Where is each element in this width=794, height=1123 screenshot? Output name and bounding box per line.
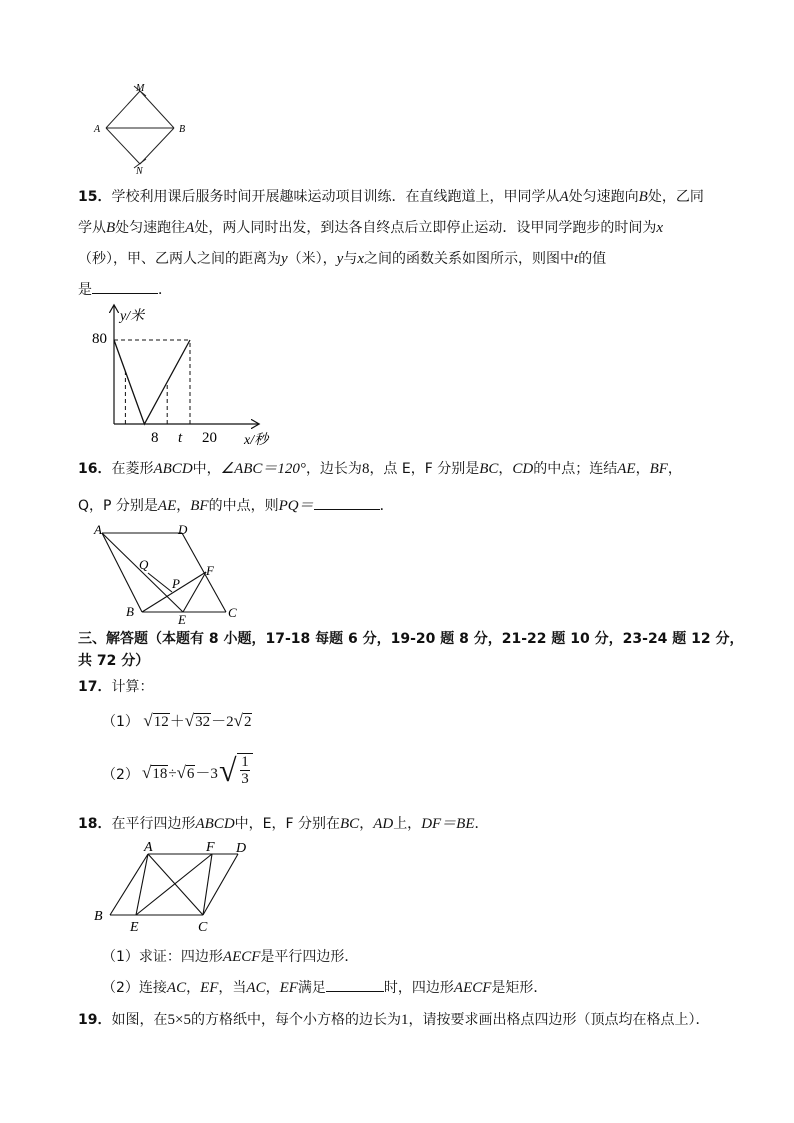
x-tick-8: 8 bbox=[151, 430, 159, 446]
section-heading bbox=[78, 628, 744, 670]
answer-blank[interactable] bbox=[92, 279, 158, 294]
q15-var: A bbox=[185, 220, 195, 236]
label-a: A bbox=[94, 124, 101, 135]
radicand: 32 bbox=[195, 714, 211, 730]
label-a: A bbox=[94, 522, 102, 537]
q15-line-3 bbox=[78, 248, 606, 268]
label-e: E bbox=[130, 920, 139, 935]
label-m: M bbox=[136, 83, 145, 94]
q16-num: 8 bbox=[361, 461, 370, 477]
q15-number: 15． bbox=[78, 189, 112, 205]
segment-ac bbox=[148, 854, 203, 915]
fraction bbox=[237, 753, 253, 787]
q15-line-1 bbox=[78, 186, 704, 206]
q15-var: x bbox=[357, 251, 365, 267]
numerator: 1 bbox=[241, 754, 249, 770]
segment-ef bbox=[136, 854, 212, 915]
radical-sign: √ bbox=[176, 763, 186, 782]
label-a: A bbox=[144, 840, 153, 855]
q18-text: （1）求证：四边形 bbox=[102, 949, 223, 965]
section-heading-line-1: 三、解答题（本题有 8 小题，17-18 每题 6 分，19-20 题 8 分，21-22 题 10 分，23-24 题 12 分， bbox=[78, 631, 744, 647]
q16-text: ， bbox=[498, 461, 513, 477]
y-tick-label: 80 bbox=[92, 331, 107, 347]
part-label: （1） bbox=[102, 714, 139, 730]
radical-sign: √ bbox=[143, 711, 153, 730]
q19-text: 的方格纸中，每个小方格的边长为 bbox=[190, 1012, 401, 1028]
q18-var: EF bbox=[200, 980, 219, 996]
operator: －3 bbox=[195, 766, 218, 782]
segment-ef bbox=[183, 572, 206, 612]
q15-text: 学校利用课后服务时间开展趣味运动项目训练．在直线跑道上，甲同学从 bbox=[111, 189, 560, 205]
q18-text: 中，E，F 分别在 bbox=[234, 816, 341, 832]
q18-text: ， bbox=[186, 980, 201, 996]
q16-angle: ∠ABC＝120° bbox=[220, 461, 306, 477]
q15-var: y bbox=[281, 251, 288, 267]
radicand: 2 bbox=[243, 714, 252, 730]
label-b: B bbox=[126, 604, 134, 619]
part-label: （2） bbox=[102, 767, 139, 783]
label-d: D bbox=[178, 522, 188, 537]
q16-var: ABCD bbox=[153, 461, 193, 477]
q15-text: 之间的函数关系如图所示，则图中 bbox=[364, 251, 575, 267]
label-f: F bbox=[206, 563, 214, 578]
q16-var: BC bbox=[479, 461, 499, 477]
segment-ae bbox=[102, 533, 183, 612]
q16-text: ． bbox=[379, 498, 394, 514]
segment-nb bbox=[140, 128, 174, 164]
label-e: E bbox=[178, 612, 186, 624]
q18-text: 上， bbox=[393, 816, 422, 832]
q18-text: 在平行四边形 bbox=[111, 816, 196, 832]
q15-text: 处匀速跑往 bbox=[115, 220, 186, 236]
q15-var: A bbox=[559, 189, 569, 205]
q18-var: DF＝BE bbox=[421, 816, 475, 832]
q15-text: 处匀速跑向 bbox=[568, 189, 639, 205]
section-heading-line-2: 共 72 分） bbox=[78, 653, 150, 669]
q16-line-1 bbox=[78, 457, 682, 478]
edge-dc bbox=[203, 854, 238, 915]
segment-mb bbox=[140, 91, 174, 128]
q18-text: 时，四边形 bbox=[383, 980, 454, 996]
q17-number: 17． bbox=[78, 679, 112, 695]
q16-var: BF bbox=[190, 498, 209, 514]
radical-sign: √ bbox=[233, 711, 243, 730]
label-b: B bbox=[179, 124, 186, 135]
q15-text: 学从 bbox=[78, 220, 106, 236]
q18-var: AD bbox=[373, 816, 394, 832]
q18-part-2 bbox=[102, 977, 547, 997]
q18-text: ， bbox=[359, 816, 374, 832]
segment-am bbox=[106, 91, 140, 128]
q16-var: BF bbox=[649, 461, 668, 477]
q15-var: y bbox=[336, 251, 344, 267]
operator: ＋ bbox=[169, 714, 185, 730]
q18-text: （2）连接 bbox=[102, 980, 167, 996]
segment-an bbox=[106, 128, 140, 164]
q18-var: BC bbox=[340, 816, 360, 832]
q17-title bbox=[78, 676, 153, 696]
radicand: 12 bbox=[153, 714, 169, 730]
q16-text: ， bbox=[176, 498, 191, 514]
label-c: C bbox=[198, 920, 208, 935]
expr-part bbox=[142, 762, 218, 783]
q15-text: （米）， bbox=[287, 251, 337, 267]
q16-line-2 bbox=[78, 494, 394, 515]
q18-text: 是矩形． bbox=[491, 980, 548, 996]
q15-text: ． bbox=[158, 282, 172, 298]
label-d: D bbox=[236, 841, 247, 856]
label-q: Q bbox=[139, 557, 149, 572]
q16-var: AE bbox=[617, 461, 636, 477]
q18-figure bbox=[90, 838, 260, 936]
radicand: 6 bbox=[186, 766, 195, 782]
q18-part-1 bbox=[102, 946, 358, 966]
q18-var: ABCD bbox=[195, 816, 235, 832]
q17-part-1 bbox=[102, 710, 252, 731]
q18-var: AC bbox=[246, 980, 266, 996]
q15-text: 处，两人同时出发，到达各自终点后立即停止运动．设甲同学跑步的时间为 bbox=[194, 220, 657, 236]
q18-line-1 bbox=[78, 812, 489, 833]
radical-sign: √ bbox=[184, 711, 195, 730]
label-p: P bbox=[172, 576, 180, 591]
q16-text: ，点 E，F 分别是 bbox=[369, 461, 480, 477]
q15-text: （秒），甲、乙两人之间的距离为 bbox=[78, 251, 281, 267]
q18-text: 是平行四边形． bbox=[260, 949, 359, 965]
q15-var: B bbox=[638, 189, 648, 205]
fraction-radical bbox=[219, 750, 249, 790]
q14-figure bbox=[90, 82, 200, 174]
label-f: F bbox=[206, 840, 215, 855]
q18-text: ， bbox=[265, 980, 280, 996]
q19-text: ，请按要求画出格点四边形（顶点均在格点上）． bbox=[408, 1012, 710, 1028]
operator: ÷ bbox=[168, 766, 177, 782]
q18-text: 满足 bbox=[297, 980, 326, 996]
q15-var: B bbox=[106, 220, 116, 236]
q18-var: AECF bbox=[453, 980, 492, 996]
q15-text: 处，乙同 bbox=[647, 189, 704, 205]
operator: －2 bbox=[211, 714, 234, 730]
q15-line-4 bbox=[78, 279, 172, 299]
x-tick-20: 20 bbox=[202, 430, 217, 446]
q18-var: AC bbox=[166, 980, 187, 996]
q16-text: ， bbox=[635, 461, 650, 477]
q15-var: t bbox=[574, 251, 579, 267]
q16-var: PQ＝ bbox=[278, 498, 314, 514]
radical-sign: √ bbox=[142, 763, 152, 782]
radical-sign: √ bbox=[219, 752, 237, 788]
label-c: C bbox=[228, 605, 237, 620]
y-axis-label: y/米 bbox=[120, 309, 145, 324]
q16-text: Q，P 分别是 bbox=[78, 498, 158, 514]
edge-dc bbox=[182, 533, 226, 612]
q18-text: ． bbox=[474, 816, 489, 832]
q15-text: 的值 bbox=[578, 251, 607, 267]
denominator: 3 bbox=[241, 771, 249, 787]
q16-text: 在菱形 bbox=[111, 461, 154, 477]
q19-grid-size: 5×5 bbox=[167, 1012, 191, 1028]
q16-figure bbox=[86, 520, 256, 624]
edge-ab bbox=[102, 533, 142, 612]
q19-num: 1 bbox=[400, 1012, 409, 1028]
q18-var: AECF bbox=[222, 949, 261, 965]
q16-text: ， bbox=[667, 461, 682, 477]
x-axis-label: x/秒 bbox=[244, 433, 269, 448]
q16-text: 的中点；连结 bbox=[533, 461, 618, 477]
q19-number: 19． bbox=[78, 1012, 112, 1028]
label-n: N bbox=[136, 166, 143, 174]
q15-var: x bbox=[656, 220, 664, 236]
q15-text: 与 bbox=[343, 251, 358, 267]
q15-text: 是 bbox=[78, 282, 92, 298]
q18-var: EF bbox=[279, 980, 298, 996]
q17-text: 计算： bbox=[111, 679, 154, 695]
q16-text: 中， bbox=[192, 461, 221, 477]
q19-text: 如图，在 bbox=[111, 1012, 168, 1028]
x-tick-t: t bbox=[178, 430, 183, 446]
answer-blank[interactable] bbox=[314, 495, 380, 510]
q18-text: ，当 bbox=[218, 980, 247, 996]
q16-number: 16． bbox=[78, 461, 112, 477]
q18-number: 18． bbox=[78, 816, 112, 832]
q16-text: ，边长为 bbox=[305, 461, 362, 477]
q19-line-1 bbox=[78, 1009, 709, 1029]
q15-chart bbox=[84, 302, 284, 452]
radicand: 18 bbox=[152, 766, 168, 782]
q16-var: CD bbox=[512, 461, 534, 477]
q15-line-2 bbox=[78, 217, 663, 237]
q16-text: 的中点，则 bbox=[208, 498, 279, 514]
segment-fc bbox=[203, 854, 212, 915]
label-b: B bbox=[94, 909, 103, 924]
answer-blank[interactable] bbox=[326, 977, 384, 992]
q16-var: AE bbox=[157, 498, 177, 514]
